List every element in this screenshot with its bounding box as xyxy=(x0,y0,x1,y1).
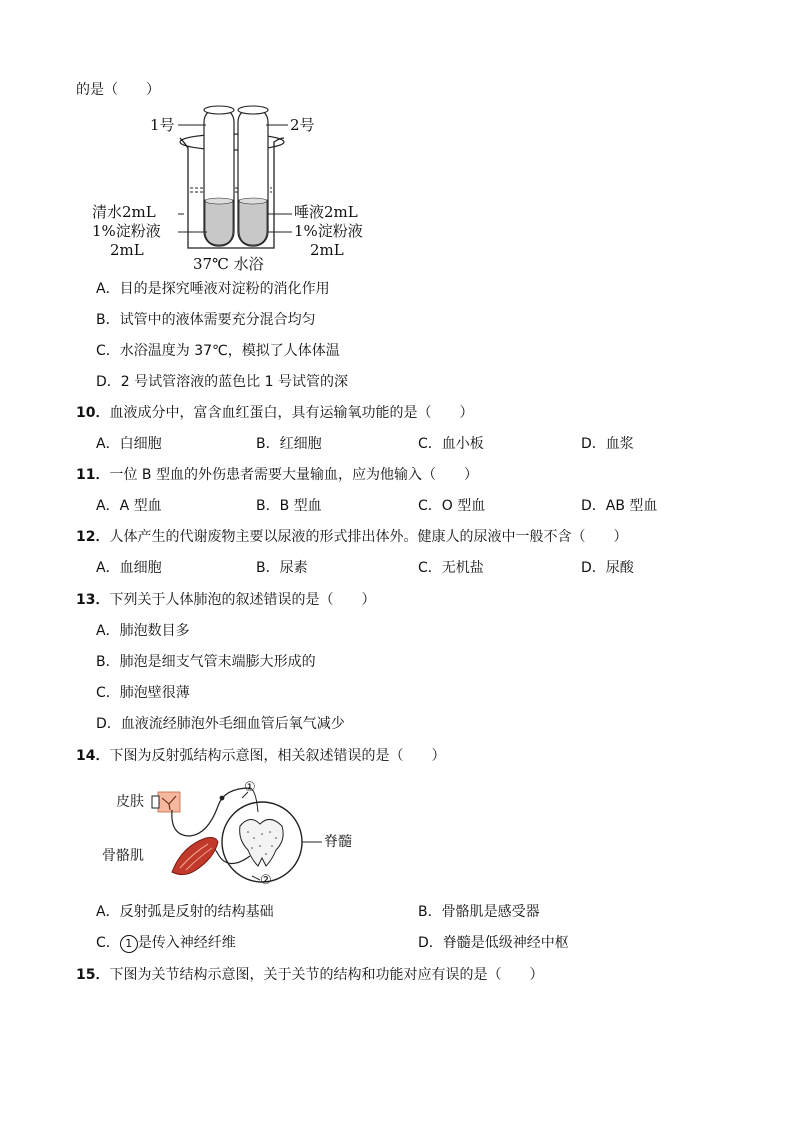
skeletal-muscle-label: 骨骼肌 xyxy=(102,848,144,864)
left-starch-label: 1%淀粉液 xyxy=(92,222,161,240)
q10-option-c: C．血小板 xyxy=(418,436,484,452)
q14-stem: 14．下图为反射弧结构示意图，相关叙述错误的是（ ） xyxy=(76,748,446,764)
reflex-arc-figure xyxy=(100,776,380,891)
test-tube-figure xyxy=(80,100,400,280)
q14-option-c: C． 1 是传入神经纤维 xyxy=(96,935,236,951)
q11-options xyxy=(96,496,716,516)
q13-option-b: B．肺泡是细支气管末端膨大形成的 xyxy=(96,654,316,670)
q12-option-c: C．无机盐 xyxy=(418,560,484,576)
q11-option-d: D．AB 型血 xyxy=(581,498,658,514)
marker-1: ① xyxy=(244,780,256,795)
tube-2-label: 2号 xyxy=(290,116,315,134)
q10-option-d: D．血浆 xyxy=(581,436,634,452)
q14-option-d: D．脊髓是低级神经中枢 xyxy=(418,935,569,951)
q9-option-a: A．目的是探究唾液对淀粉的消化作用 xyxy=(96,281,330,297)
q9-option-d: D．2 号试管溶液的蓝色比 1 号试管的深 xyxy=(96,374,348,390)
q10-stem: 10．血液成分中，富含血红蛋白，具有运输氧功能的是（ ） xyxy=(76,405,474,421)
water-bath-label: 37℃ 水浴 xyxy=(193,255,264,273)
q11-option-b: B．B 型血 xyxy=(256,498,322,514)
q13-option-a: A．肺泡数目多 xyxy=(96,623,190,639)
q13-option-c: C．肺泡壁很薄 xyxy=(96,685,190,701)
q9-option-b: B．试管中的液体需要充分混合均匀 xyxy=(96,312,316,328)
q14-options-row2 xyxy=(96,933,716,953)
q11-option-c: C．O 型血 xyxy=(418,498,486,514)
q12-option-d: D．尿酸 xyxy=(581,560,634,576)
q13-option-d: D．血液流经肺泡外毛细血管后氧气减少 xyxy=(96,716,345,732)
q15-stem: 15．下图为关节结构示意图，关于关节的结构和功能对应有误的是（ ） xyxy=(76,967,544,983)
circled-1-icon: 1 xyxy=(120,935,138,953)
q12-option-b: B．尿素 xyxy=(256,560,308,576)
right-starch-label: 1%淀粉液 xyxy=(294,222,363,240)
q11-stem: 11．一位 B 型血的外伤患者需要大量输血，应为他输入（ ） xyxy=(76,467,478,483)
left-water-label: 清水2mL xyxy=(92,203,156,221)
q9-option-c: C．水浴温度为 37℃，模拟了人体体温 xyxy=(96,343,340,359)
q12-options xyxy=(96,558,716,578)
marker-2: ② xyxy=(260,873,272,888)
right-saliva-label: 唾液2mL xyxy=(294,203,358,221)
q14-option-a: A．反射弧是反射的结构基础 xyxy=(96,904,274,920)
skin-label: 皮肤 xyxy=(116,794,144,810)
q10-option-a: A．白细胞 xyxy=(96,436,162,452)
q10-options xyxy=(96,434,716,454)
q10-option-b: B．红细胞 xyxy=(256,436,322,452)
q12-stem: 12．人体产生的代谢废物主要以尿液的形式排出体外。健康人的尿液中一般不含（ ） xyxy=(76,529,628,545)
left-volume-label: 2mL xyxy=(110,241,144,259)
q14-options-row1 xyxy=(96,902,716,922)
right-volume-label: 2mL xyxy=(310,241,344,259)
q11-option-a: A．A 型血 xyxy=(96,498,162,514)
q14-option-b: B．骨骼肌是感受器 xyxy=(418,904,540,920)
q9-stem-tail: 的是（ ） xyxy=(76,82,160,98)
q13-stem: 13．下列关于人体肺泡的叙述错误的是（ ） xyxy=(76,592,376,608)
spinal-cord-label: 脊髓 xyxy=(324,834,352,850)
q12-option-a: A．血细胞 xyxy=(96,560,162,576)
tube-1-label: 1号 xyxy=(150,116,175,134)
